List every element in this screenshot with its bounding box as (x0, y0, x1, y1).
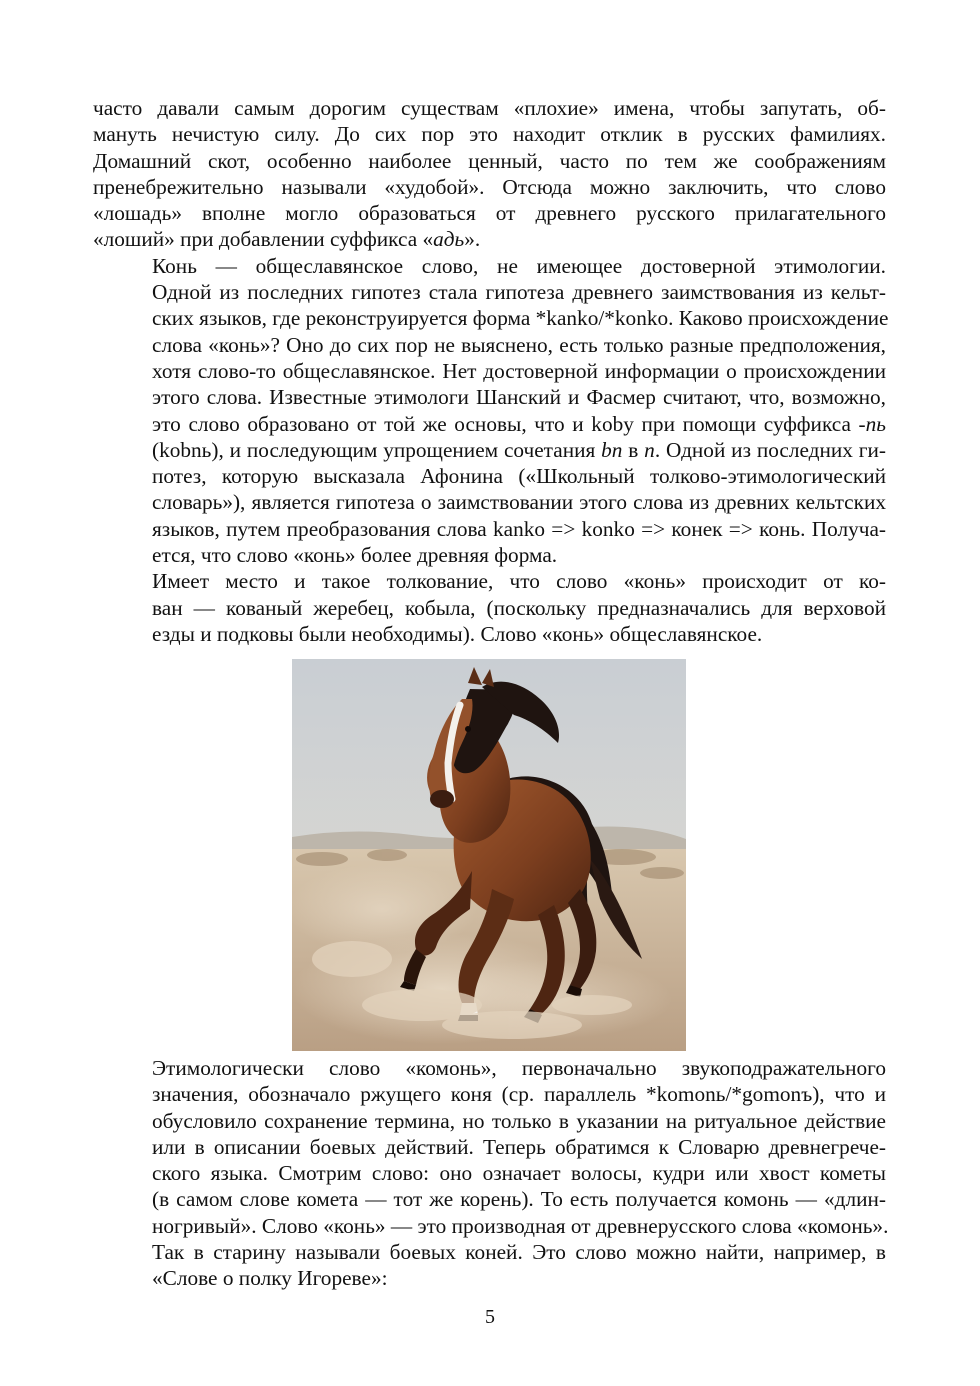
text-line: (в самом слове комета — тот же корень). То есть получается комонь — «длин- (152, 1187, 886, 1212)
text-line: ется, что слово «конь» более древняя форма. (152, 543, 558, 568)
text-line: ван — кованый жеребец, кобыла, (поскольку предназначались для верховой (152, 595, 886, 620)
text-line: пренебрежительно называли «худобой». Отсюда можно заключить, что слово (93, 174, 886, 199)
text-line: Одной из последних гипотез стала гипотеза древнего заимствования из кельт- (152, 280, 886, 305)
text-line: хотя слово-то общеславянское. Нет достоверной информации о происхождении (152, 358, 886, 383)
text-line: мануть нечистую силу. До сих пор это находит отклик в русских фамилиях. (93, 122, 886, 147)
text-line: Имеет место и такое толкование, что слово «конь» происходит от ко- (152, 569, 886, 594)
text-line: Домашний скот, особенно наиболее ценный, часто по тем же соображениям (93, 148, 886, 173)
text-line: языков, путем преобразования слова kanko => konko => конек => конь. Получа- (152, 516, 886, 541)
paragraph (93, 568, 886, 647)
paragraph (93, 1055, 889, 1292)
paragraph (93, 253, 889, 569)
text-line: это слово образовано от той же основы, что и koby при помощи суффикса -nь (152, 411, 886, 436)
text-line: Конь — общеславянское слово, не имеющее достоверной этимологии. (152, 253, 886, 278)
text-line: ногривый». Слово «конь» — это производная от древнерусского слова «комонь». (152, 1213, 889, 1238)
text-line: или в описании боевых действий. Теперь обратимся к Словарю древнегрече- (152, 1134, 886, 1159)
text-line: значения, обозначало ржущего коня (ср. параллель *komonь/*gomonъ), что и (152, 1082, 886, 1107)
text-line: Этимологически слово «комонь», первоначально звукоподражательного (152, 1056, 886, 1080)
text-line: потез, которую высказала Афонина («Школьный толково-этимологический (152, 464, 886, 489)
page-number: 5 (485, 1306, 495, 1328)
text-line: езды и подковы были необходимы). Слово «конь» общеславянское. (152, 621, 763, 646)
text-line: часто давали самым дорогим существам «плохие» имена, чтобы запутать, об- (93, 96, 886, 120)
text-line: Так в старину называли боевых коней. Это слово можно найти, например, в (152, 1240, 886, 1265)
text-line: словарь»), является гипотеза о заимствовании этого слова из древних кельтских (152, 490, 886, 515)
paragraph (93, 95, 886, 253)
text-line: слова «конь»? Оно до сих пор не выяснено, есть только разные предположения, (152, 332, 886, 357)
text-line: этого слова. Известные этимологи Шанский и Фасмер считают, что, возможно, (152, 385, 886, 410)
text-column-lower (93, 1055, 889, 1292)
text-column (93, 95, 889, 647)
text-line: «лошадь» вполне могло образоваться от древнего русского прилагательного (93, 201, 886, 226)
horse-photo (292, 659, 686, 1051)
text-line: «лоший» при добавлении суффикса «адь». (93, 227, 481, 252)
text-line: «Слове о полку Игореве»: (152, 1266, 388, 1291)
text-line: обусловило сохранение термина, но только в указании на ритуальное действие (152, 1108, 886, 1133)
text-line: ского языка. Смотрим слово: оно означает волосы, кудри или хвост кометы (152, 1161, 886, 1186)
text-line: (kobnь), и последующим упрощением сочетания bn в n. Одной из последних ги- (152, 437, 886, 462)
text-line: ских языков, где реконструируется форма *kanko/*konko. Каково происхождение (152, 306, 889, 331)
